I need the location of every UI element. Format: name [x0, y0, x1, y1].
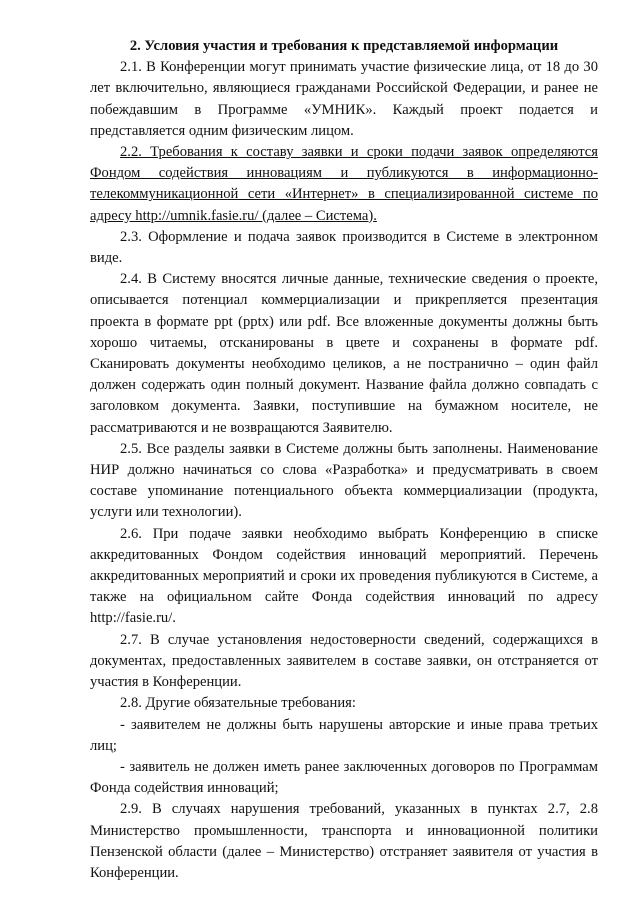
paragraph-2-2-end: .	[373, 207, 377, 224]
paragraph-2-2	[90, 142, 598, 227]
document-page	[90, 36, 598, 884]
paragraph-2-7: 2.7. В случае установления недостоверности сведений, содержащихся в документах, предоставленных заявителем в составе заявки, он отстраняется от участия в Конференции.	[90, 631, 598, 691]
paragraph-2-9: 2.9. В случаях нарушения требований, указанных в пунктах 2.7, 2.8 Министерство промышленности, транспорта и инновационной политики Пензенской области (далее – Министерство) отстраняет заявителя от участия в Конференции.	[90, 801, 598, 881]
paragraph-2-6: 2.6. При подаче заявки необходимо выбрать Конференцию в списке аккредитованных Фондом содействия инноваций мероприятий. Перечень аккредитованных мероприятий и сроки их проведения публикуются в Системе, а также на официальном сайте Фонда содействия инноваций по адресу http://fasie.ru/.	[90, 525, 598, 627]
section-heading: 2. Условия участия и требования к представляемой информации	[129, 38, 559, 54]
paragraph-2-3: 2.3. Оформление и подача заявок производится в Системе в электронном виде.	[90, 228, 598, 267]
paragraph-2-2-text: 2.2. Требования к составу заявки и сроки подачи заявок определяются Фондом содействия инновациям и публикуются в информационно-телекоммуникационной сети «Интернет» в специализированной системе по адресу	[90, 144, 598, 224]
paragraph-2-1: 2.1. В Конференции могут принимать участие физические лица, от 18 до 30 лет включительно, являющиеся гражданами Российской Федерации, и ранее не побеждавшим в Программе «УМНИК». Каждый проект подается и представляется одним физическим лицом.	[90, 59, 598, 139]
paragraph-2-4: 2.4. В Систему вносятся личные данные, технические сведения о проекте, описывается потенциал коммерциализации и прикрепляется презентация проекта в формате ppt (pptx) или pdf. Все вложенные документы должны быть хорошо читаемы, отсканированы в цвете и сохранены в формате pdf. Сканировать документы необходимо целиков, а не постранично – один файл должен содержать один полный документ. Название файла должно совпадать с заголовком документа. Заявки, поступившие на бумажном носителе, не рассматриваются и не возвращаются Заявителю.	[90, 271, 598, 436]
paragraph-2-8: 2.8. Другие обязательные требования:	[120, 695, 356, 712]
list-item-contracts: - заявитель не должен иметь ранее заключенных договоров по Программам Фонда содействия инноваций;	[90, 758, 598, 797]
list-item-copyright: - заявителем не должны быть нарушены авторские и иные права третьих лиц;	[90, 716, 598, 754]
system-link[interactable]: http://umnik.fasie.ru/ (далее – Система)	[135, 207, 374, 224]
paragraph-2-5: 2.5. Все разделы заявки в Системе должны быть заполнены. Наименование НИР должно начинаться со слова «Разработка» и предусматривать в своем составе упоминание потенциального объекта коммерциализации (продукта, услуги или технологии).	[90, 440, 598, 521]
